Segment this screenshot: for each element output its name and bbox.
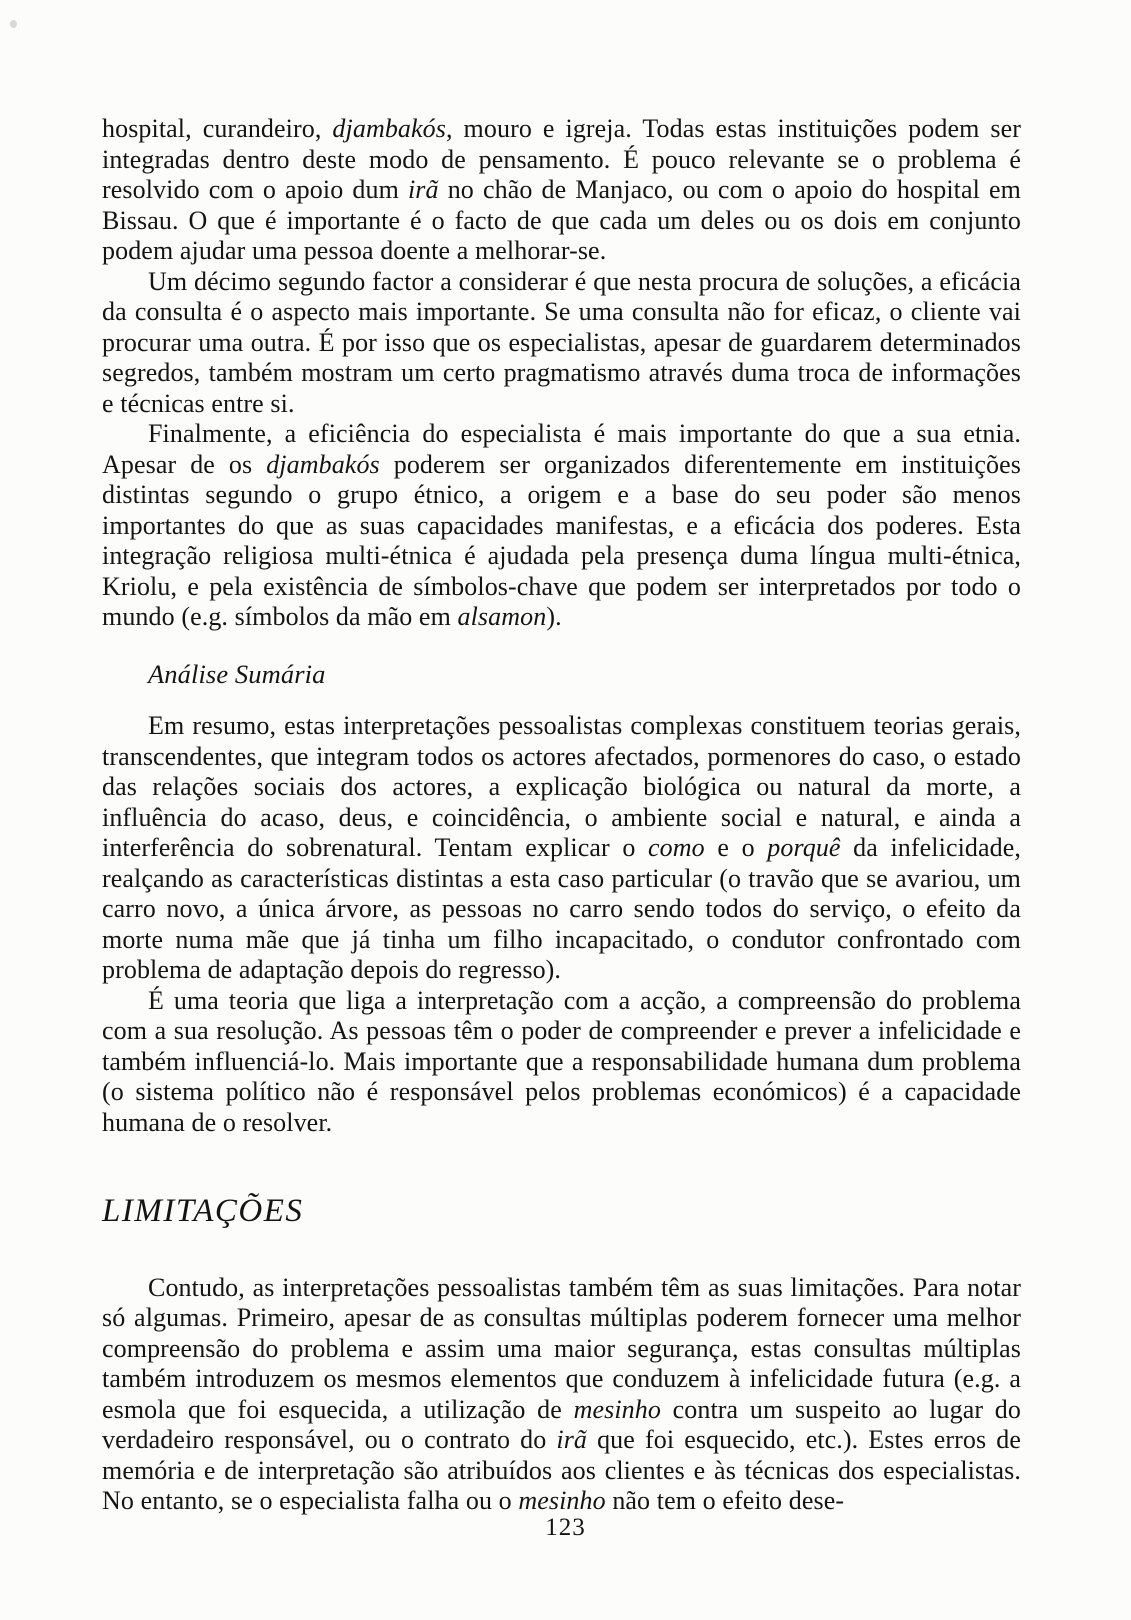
paragraph-contudo: Contudo, as interpretações pessoalistas também têm as suas limitações. Para notar só algumas. Primeiro, apesar de as consultas múltiplas poderem fornecer uma melhor compreensão do problema e assim uma maior segurança, estas consultas múltiplas também introduzem os mesmos elementos que conduzem à infelicidade futura (e.g. a esmola que foi esquecida, a utilização de mesinho contra um suspeito ao lugar do verdadeiro responsável, ou o contrato do irã que foi esquecido, etc.). Estes erros de memória e de interpretação são atribuídos aos clientes e às técnicas dos especialistas. No entanto, se o especialista falha ou o mesinho não tem o efeito dese- xyxy=(102,1272,1022,1515)
text-block xyxy=(102,114,1021,1517)
paragraph-em-resumo: Em resumo, estas interpretações pessoalistas complexas constituem teorias gerais, transcendentes, que integram todos os actores afectados, pormenores do caso, o estado das relações sociais dos actores, a explicação biológica ou natural da morte, a influência do acaso, deus, e coincidência, o ambiente social e natural, e ainda a interferência do sobrenatural. Tentam explicar o como e o porquê da infelicidade, realçando as características distintas a esta caso particular (o travão que se avariou, um carro novo, a única árvore, as pessoas no carro sendo todos do serviço, o efeito da morte numa mãe que já tinha um filho incapacitado, o condutor confrontado com problema de adaptação depois do regresso). xyxy=(102,711,1021,984)
scan-artifact-speck xyxy=(10,20,17,28)
paragraph-continuation: hospital, curandeiro, djambakós, mouro e igreja. Todas estas instituições podem ser integradas dentro deste modo de pensamento. É pouco relevante se o problema é resolvido com o apoio dum irã no chão de Manjaco, ou com o apoio do hospital em Bissau. O que é importante é o facto de que cada um deles ou os dois em conjunto podem ajudar uma pessoa doente a melhorar-se. xyxy=(102,114,1021,265)
page-number: 123 xyxy=(545,1514,586,1541)
paragraph-finalmente: Finalmente, a eficiência do especialista é mais importante do que a sua etnia. Apesar de os djambakós poderem ser organizados diferentemente em instituições distintas segundo o grupo étnico, a origem e a base do seu poder são menos importantes do que as suas capacidades manifestas, e a eficácia dos poderes. Esta integração religiosa multi-étnica é ajudada pela presença duma língua multi-étnica, Kriolu, e pela existência de símbolos-chave que podem ser interpretados por todo o mundo (e.g. símbolos da mão em alsamon). xyxy=(102,419,1022,631)
section-heading-limitacoes: LIMITAÇÕES xyxy=(102,1193,304,1229)
subsection-heading-analise-sumaria: Análise Sumária xyxy=(148,658,326,689)
paragraph-teoria: É uma teoria que liga a interpretação com a acção, a compreensão do problema com a sua resolução. As pessoas têm o poder de compreender e prever a infelicidade e também influenciá-lo. Mais importante que a responsabilidade humana dum problema (o sistema político não é responsável pelos problemas económicos) é a capacidade humana de o resolver. xyxy=(102,985,1021,1137)
paragraph-twelfth-factor: Um décimo segundo factor a considerar é que nesta procura de soluções, a eficácia da consulta é o aspecto mais importante. Se uma consulta não for eficaz, o cliente vai procurar uma outra. É por isso que os especialistas, apesar de guardarem determinados segredos, também mostram um certo pragmatismo através duma troca de informações e técnicas entre si. xyxy=(102,266,1021,418)
